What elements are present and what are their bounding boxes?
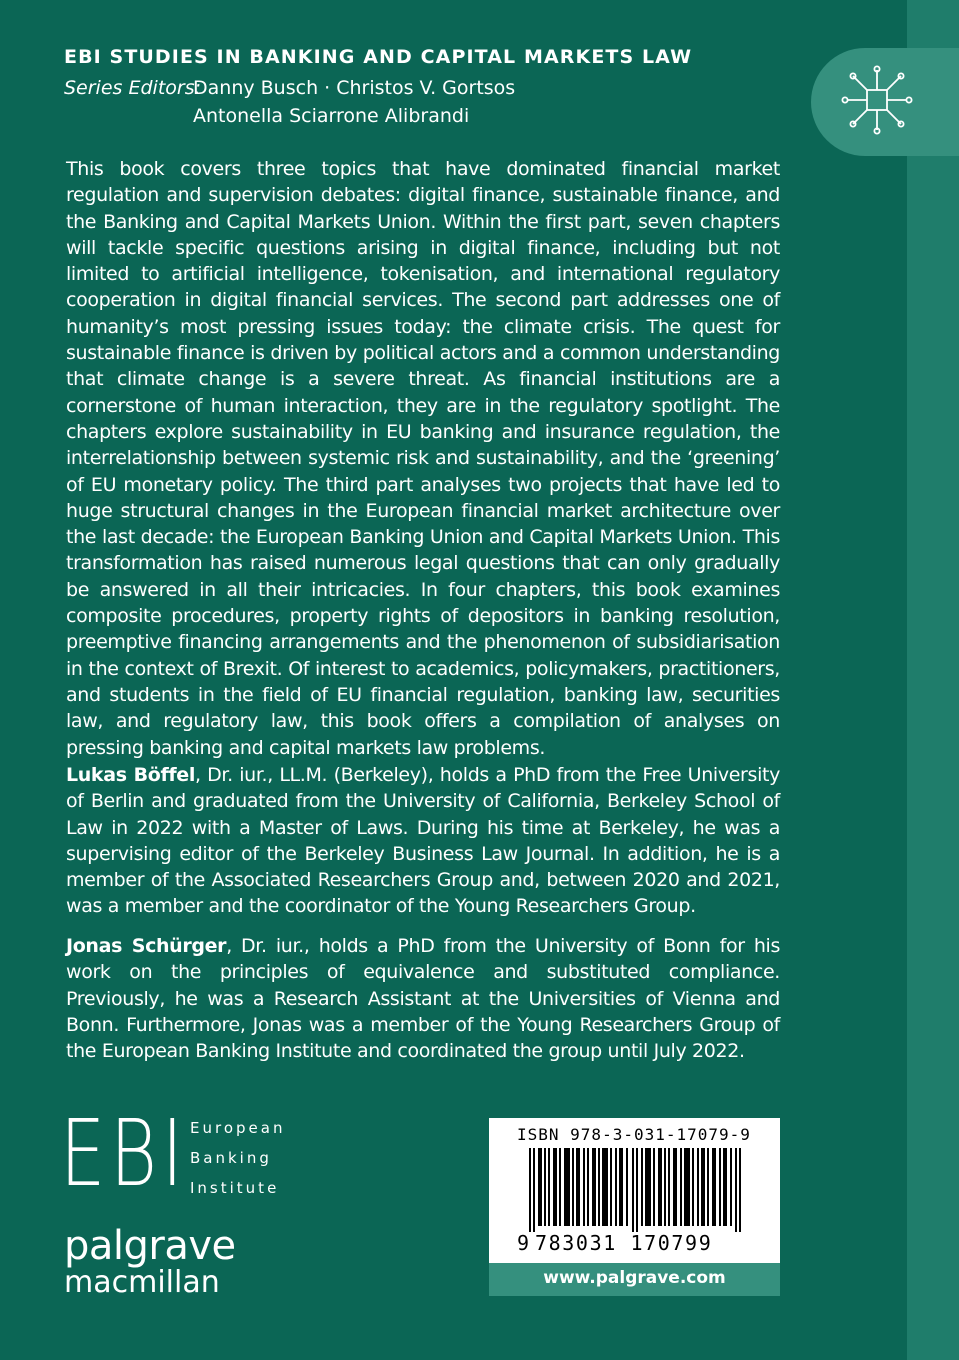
series-title: EBI STUDIES IN BANKING AND CAPITAL MARKETS LAW [64, 46, 693, 68]
author-bio-text-2: , Dr. iur., holds a PhD from the University of Bonn for his work on the principles of equivalence and substituted compliance. Previously, he was a Research Assistant at the Universities of Vienna and Bonn. Furthermore, Jonas was a member of the Young Researchers Group of the European Banking Institute and coordinated the group until July 2022. [66, 935, 781, 1063]
ean-first-digit: 9 [517, 1231, 530, 1255]
barcode-panel [489, 1118, 780, 1263]
author-bio-2 [66, 933, 780, 1064]
publisher-logo-line-1: palgrave [64, 1223, 236, 1269]
ebi-logo-words [190, 1113, 285, 1203]
series-editors-names [193, 74, 515, 130]
series-logo-tab [811, 48, 959, 156]
author-name-2: Jonas Schürger [66, 935, 227, 957]
book-description: This book covers three topics that have dominated financial market regulation and supervision debates: digital finance, sustainable finance, and the Banking and Capital Markets Union. Within the first part, seven chapters will tackle specific questions arising in digital finance, including but not limited to artificial intelligence, tokenisation, and international regulatory cooperation in digital financial services. The second part addresses one of humanity’s most pressing issues today: the climate crisis. The quest for sustainable finance is driven by political actors and a common understanding that climate change is a severe threat. As financial institutions are a cornerstone of human interaction, they are in the regulatory spotlight. The chapters explore sustainability in EU banking and insurance regulation, the interrelationship between systemic risk and sustainability, and the ‘greening’ of EU monetary policy. The third part analyses two projects that have led to huge structural changes in the European financial market architecture over the last decade: the European Banking Union and Capital Markets Union. This transformation has raised numerous legal questions that can only gradually be answered in all their intricacies. In four chapters, this book examines composite procedures, property rights of depositors in banking resolution, preemptive financing arrangements and the phenomenon of subsidiarisation in the context of Brexit. Of interest to academics, policymakers, practitioners, and students in the field of EU financial regulation, banking law, securities law, and regulatory law, this book offers a compilation of analyses on pressing banking and capital markets law problems. [66, 158, 780, 759]
ebi-word-3: Institute [190, 1179, 280, 1197]
publisher-logo-line-2: macmillan [64, 1265, 220, 1300]
ebi-word-2: Banking [190, 1149, 272, 1167]
network-node-icon [833, 64, 921, 140]
editors-line-2: Antonella Sciarrone Alibrandi [193, 105, 470, 127]
ean-digits: 783031 170799 [535, 1231, 713, 1255]
series-editors [64, 74, 516, 127]
barcode-icon [529, 1148, 744, 1232]
author-name-1: Lukas Böffel [66, 764, 195, 786]
editors-line-1: Danny Busch · Christos V. Gortsos [193, 77, 516, 99]
isbn-text: ISBN 978-3-031-17079-9 [517, 1125, 751, 1144]
series-editors-label: Series Editors: [64, 77, 201, 99]
publisher-url-band [489, 1263, 780, 1296]
publisher-url[interactable]: www.palgrave.com [543, 1268, 726, 1288]
author-bio-1 [66, 762, 780, 920]
ebi-logo-letters: EBI [60, 1100, 188, 1207]
author-bio-text-1: , Dr. iur., LL.M. (Berkeley), holds a PhD from the Free University of Berlin and graduated from the University of California, Berkeley School of Law in 2022 with a Master of Laws. During his time at Berkeley, he was a supervising editor of the Berkeley Business Law Journal. In addition, he is a member of the Associated Researchers Group and, between 2020 and 2021, was a member and the coordinator of the Young Researchers Group. [66, 764, 780, 918]
ebi-word-1: European [190, 1119, 286, 1137]
spine-strip [907, 0, 959, 1360]
